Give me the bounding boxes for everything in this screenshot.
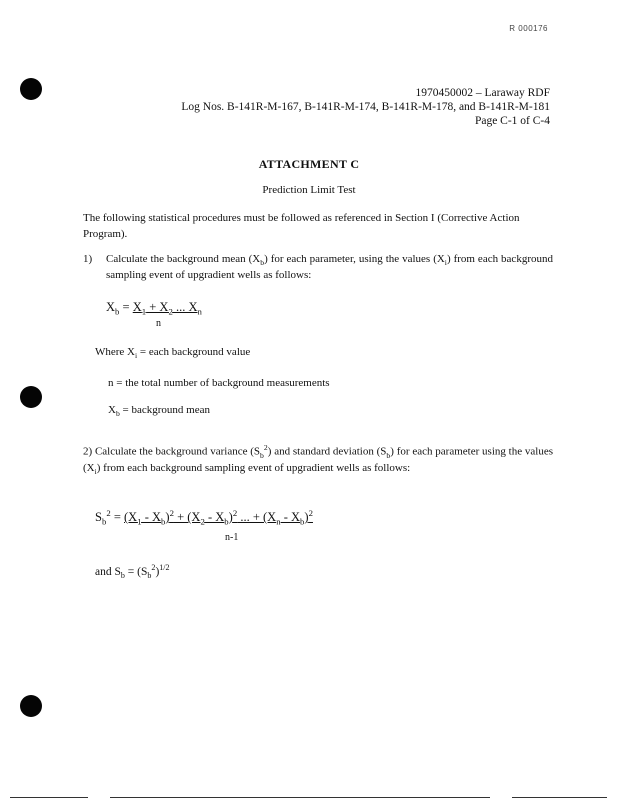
std-dev-equation: and $S_b = (S_b^2)^{1/2}$ xyxy=(95,563,170,581)
step2-text: 2) Calculate the background variance $(S_b^2)$ and standard deviation $(S_b)$ for each parameter using the values $(X_i)$ from each background sampling event of upgradient wells as follows: xyxy=(83,443,553,477)
bottom-rule-center xyxy=(110,797,490,798)
attachment-subtitle: Prediction Limit Test xyxy=(262,184,356,196)
mean-equation-denominator: n xyxy=(156,318,161,329)
step1-text: Calculate the background mean $(X_b)$ for each parameter, using the values $(X_i)$ from each background sampling event of upgradient wells as follows: xyxy=(106,253,553,282)
header-page-number: Page C-1 of C-4 xyxy=(474,115,550,127)
step1-number: 1) xyxy=(83,253,93,265)
variance-equation-denominator: n-1 xyxy=(225,532,239,543)
mean-equation: $X_b = X_1 + X_2$ ... $X_n$ xyxy=(106,300,202,317)
intro-paragraph: The following statistical procedures must be followed as referenced in Section I (Corrective Action Program). xyxy=(83,212,520,240)
where-xi-definition: Where $X_i$ = each background value xyxy=(95,346,251,361)
xb-definition: $X_b$ = background mean xyxy=(108,404,210,419)
punch-hole-top xyxy=(20,78,42,100)
bottom-rule-left xyxy=(10,797,88,798)
header-log-numbers: Log Nos. B-141R-M-167, B-141R-M-174, B-141R-M-178, and B-141R-M-181 xyxy=(181,101,550,113)
punch-hole-middle xyxy=(20,386,42,408)
variance-equation: $S_b^2 = (X_1 - X_b)^2 + (X_2 - X_b)^2$ ... + $(X_n - X_b)^2$ xyxy=(95,508,313,527)
n-definition: n = the total number of background measurements xyxy=(108,377,330,389)
bottom-rule-right xyxy=(512,797,607,798)
attachment-title: ATTACHMENT C xyxy=(258,157,360,171)
header-project: 1970450002 – Laraway RDF xyxy=(415,87,550,99)
punch-hole-bottom xyxy=(20,695,42,717)
bates-stamp: R 000176 xyxy=(509,24,548,33)
